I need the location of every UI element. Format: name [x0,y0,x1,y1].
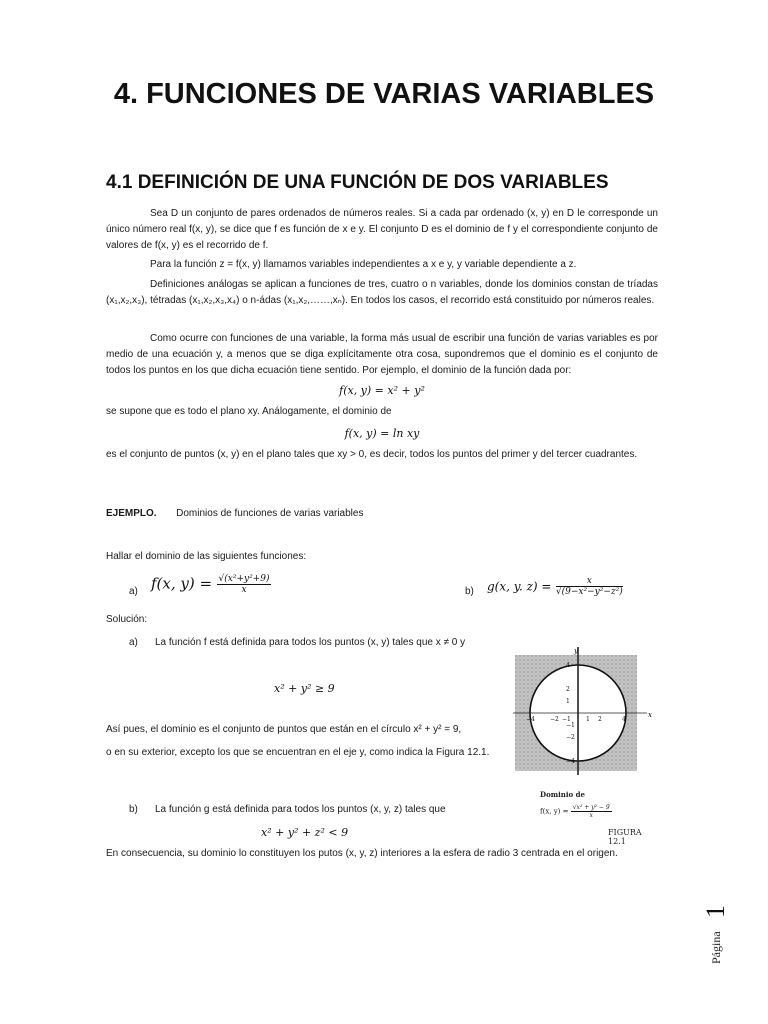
paragraph-definition: Sea D un conjunto de pares ordenados de números reales. Si a cada par ordenado (x, y) en D le corresponde un único número real f(x, y), se dice que f es función de x e y. El conjunto D es el dominio de f y el correspondiente conjunto de valores de f(x, y) es el recorrido de f. [106,208,658,251]
y-axis-label: y [574,647,578,655]
caption-formula-row [540,804,612,819]
item-a-numerator: √(x²+y²+9) [218,574,270,584]
caption-fraction [571,804,612,819]
solution-a-equation: x² + y² ≥ 9 [274,682,335,695]
caption-formula: f(x, y) = [540,807,569,816]
x-tick-label: 2 [598,716,602,723]
item-b-fraction [556,576,623,597]
item-b-label: b) [465,586,474,597]
caption-numerator: √x² + y² − 9 [572,804,610,811]
y-tick-label: 1 [566,698,570,705]
solution-label: Solución: [106,614,148,625]
item-b-lhs: g(x, y. z) = [487,579,552,594]
solution-b-label: b) [129,804,138,815]
equation-sum-squares: f(x, y) = x² + y² [339,384,425,397]
section-heading: 4.1 DEFINICIÓN DE UNA FUNCIÓN DE DOS VARIABLES [106,172,609,193]
caption-denominator: x [589,812,593,819]
x-tick-label: −1 [562,716,571,723]
paragraph-variables: Para la función z = f(x, y) llamamos variables independientes a x e y, y variable dependiente a z. [150,259,577,270]
conclusion-text: En consecuencia, su dominio lo constituyen los putos (x, y, z) interiores a la esfera de radio 3 centrada en el origen. [106,848,618,859]
item-a-fraction [217,574,272,595]
y-tick-label: 4 [566,662,570,669]
x-tick-label: −2 [550,716,559,723]
page-title: 4. FUNCIONES DE VARIAS VARIABLES [113,78,655,110]
domain-figure [511,647,651,777]
y-tick-label: −1 [566,722,575,729]
item-a-label: a) [129,586,138,597]
paragraph-quadrants: es el conjunto de puntos (x, y) en el plano tales que xy > 0, es decir, todos los puntos del primer y del tercer cuadrantes. [106,449,638,460]
figure-caption [540,790,660,846]
example-heading [106,508,363,519]
y-tick-label: 2 [566,686,570,693]
paragraph-usual-form: Como ocurre con funciones de una variable, la forma más usual de escribir una función de varias variables es por medio de una ecuación y, a menos que se diga explícitamente otra cosa, supondremos que el dominio es el conjunto de todos los puntos en los que dicha ecuación tiene sentido. Por ejemplo, el dominio de la función dada por: [106,333,658,376]
item-b-numerator: x [556,576,623,587]
example-label: EJEMPLO. [106,508,157,519]
y-tick-label: −2 [566,734,575,741]
equation-ln: f(x, y) = ln xy [344,427,420,440]
caption-domain: Dominio de [540,790,586,799]
solution-a-paragraph-2: o en su exterior, excepto los que se encuentran en el eje y, como indica la Figura 12.1. [106,747,490,758]
page-number-footer [694,876,734,966]
example-title: Dominios de funciones de varias variables [176,508,364,519]
solution-b-text: La función g está definida para todos los puntos (x, y, z) tales que [155,804,446,815]
solution-a-paragraph-1: Así pues, el dominio es el conjunto de puntos que están en el círculo x² + y² = 9, [106,724,462,735]
item-b-denominator: √(9−x²−y²−z²) [555,587,623,597]
solution-a-label: a) [129,637,138,648]
item-a-denominator: x [241,585,247,595]
x-tick-label: 4 [622,716,626,723]
page-number: 1 [701,905,730,918]
item-a-formula [151,574,271,595]
solution-a-text: La función f está definida para todos los puntos (x, y) tales que x ≠ 0 y [155,637,466,648]
item-b-formula [487,576,623,597]
y-tick-label: −4 [566,758,575,765]
paragraph-plane: se supone que es todo el plano xy. Análogamente, el dominio de [106,406,392,417]
x-axis-label: x [648,711,652,719]
item-a-lhs: f(x, y) = [151,574,213,593]
paragraph-analogous: Definiciones análogas se aplican a funciones de tres, cuatro o n variables, donde los dominios constan de tríadas (x₁,x₂,x₃), tétradas (x₁,x₂,x₃,x₄) o n-ádas (x₁,x₂,……,xₙ). En todos los casos, el recorrido está constituido por números reales. [106,279,658,306]
x-tick-label: 1 [586,716,590,723]
caption-figure-number: FIGURA 12.1 [608,828,642,846]
x-tick-label: −4 [526,716,535,723]
task-text: Hallar el dominio de las siguientes funciones: [106,551,307,562]
page-word: Página [709,931,723,964]
solution-b-equation: x² + y² + z² < 9 [261,826,349,839]
